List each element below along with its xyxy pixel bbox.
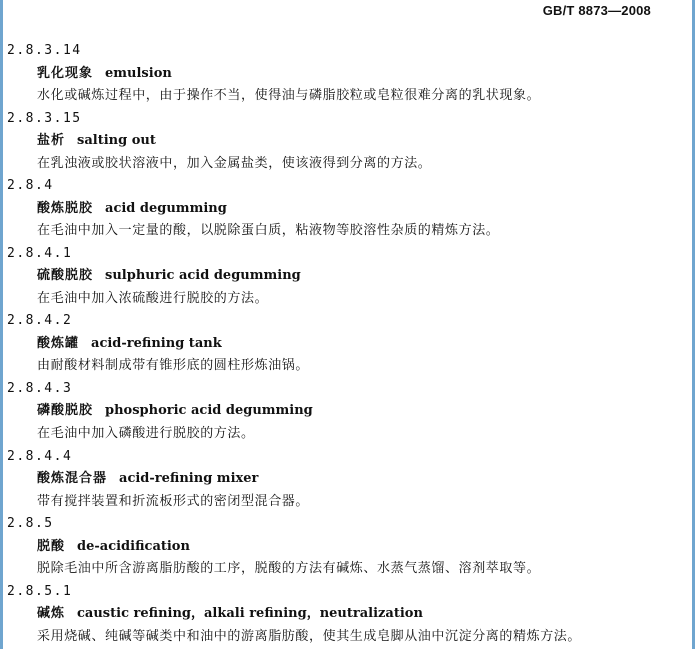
term-definition: 脱除毛油中所含游离脂肪酸的工序，脱酸的方法有碱炼、水蒸气蒸馏、溶剂萃取等。 <box>37 561 541 577</box>
term-entry <box>7 513 687 581</box>
term-entry <box>7 378 687 446</box>
term-english: emulsion <box>105 65 172 81</box>
term-chinese: 酸炼罐 <box>37 335 80 351</box>
term-definition: 带有搅拌装置和折流板形式的密闭型混合器。 <box>37 493 310 509</box>
term-chinese: 乳化现象 <box>37 65 94 81</box>
term-chinese: 酸炼混合器 <box>37 471 108 487</box>
term-heading <box>7 265 687 288</box>
term-definition: 在毛油中加入浓硫酸进行脱胶的方法。 <box>37 290 269 306</box>
term-chinese: 盐析 <box>37 133 66 149</box>
clause-number: 2.8.4.2 <box>7 313 73 329</box>
term-heading <box>7 400 687 423</box>
clause-number: 2.8.5.1 <box>7 583 73 599</box>
clause-number: 2.8.4 <box>7 178 54 194</box>
term-heading <box>7 333 687 356</box>
clause-number: 2.8.3.14 <box>7 43 82 58</box>
term-definition: 在毛油中加入一定量的酸，以脱除蛋白质，粘液物等胶溶性杂质的精炼方法。 <box>37 223 500 239</box>
term-entry <box>7 446 687 514</box>
term-english: acid degumming <box>105 200 227 216</box>
term-entry <box>7 310 687 378</box>
term-definition: 采用烧碱、纯碱等碱类中和油中的游离脂肪酸，使其生成皂脚从油中沉淀分离的精炼方法。 <box>37 628 582 644</box>
term-heading <box>7 130 687 153</box>
term-chinese: 磷酸脱胶 <box>37 403 94 419</box>
term-heading <box>7 603 687 626</box>
clause-number: 2.8.3.15 <box>7 110 82 126</box>
term-definition: 在毛油中加入磷酸进行脱胶的方法。 <box>37 425 255 441</box>
term-entry <box>7 175 687 243</box>
term-heading <box>7 536 687 559</box>
term-entry <box>7 581 687 649</box>
clause-number: 2.8.4.1 <box>7 245 73 261</box>
term-definition: 水化或碱炼过程中，由于操作不当，使得油与磷脂胶粒或皂粒很难分离的乳状现象。 <box>37 88 541 103</box>
term-entry <box>7 243 687 311</box>
term-english: acid-refining tank <box>91 335 222 351</box>
clause-number: 2.8.4.3 <box>7 380 73 396</box>
term-english: phosphoric acid degumming <box>105 403 313 419</box>
clause-number: 2.8.4.4 <box>7 448 73 464</box>
term-english: de-acidification <box>77 538 190 554</box>
term-english: acid-refining mixer <box>119 471 259 487</box>
term-chinese: 酸炼脱胶 <box>37 200 94 216</box>
term-chinese: 硫酸脱胶 <box>37 268 94 284</box>
term-chinese: 碱炼 <box>37 606 66 622</box>
standard-number-header: GB/T 8873—2008 <box>542 3 651 18</box>
term-definition: 由耐酸材料制成带有锥形底的圆柱形炼油锅。 <box>37 358 310 374</box>
term-english: caustic refining，alkali refining，neutralization <box>77 606 423 622</box>
term-heading <box>7 198 687 221</box>
term-chinese: 脱酸 <box>37 538 66 554</box>
term-definition: 在乳浊液或胶状溶液中，加入金属盐类，使该液得到分离的方法。 <box>37 155 432 171</box>
clause-number: 2.8.5 <box>7 516 54 532</box>
left-border <box>0 0 3 649</box>
term-english: sulphuric acid degumming <box>105 268 301 284</box>
term-heading <box>7 63 687 86</box>
term-english: salting out <box>77 133 156 149</box>
term-heading <box>7 468 687 491</box>
term-entry <box>7 108 687 176</box>
term-entry <box>7 40 687 108</box>
term-entries <box>7 40 687 648</box>
